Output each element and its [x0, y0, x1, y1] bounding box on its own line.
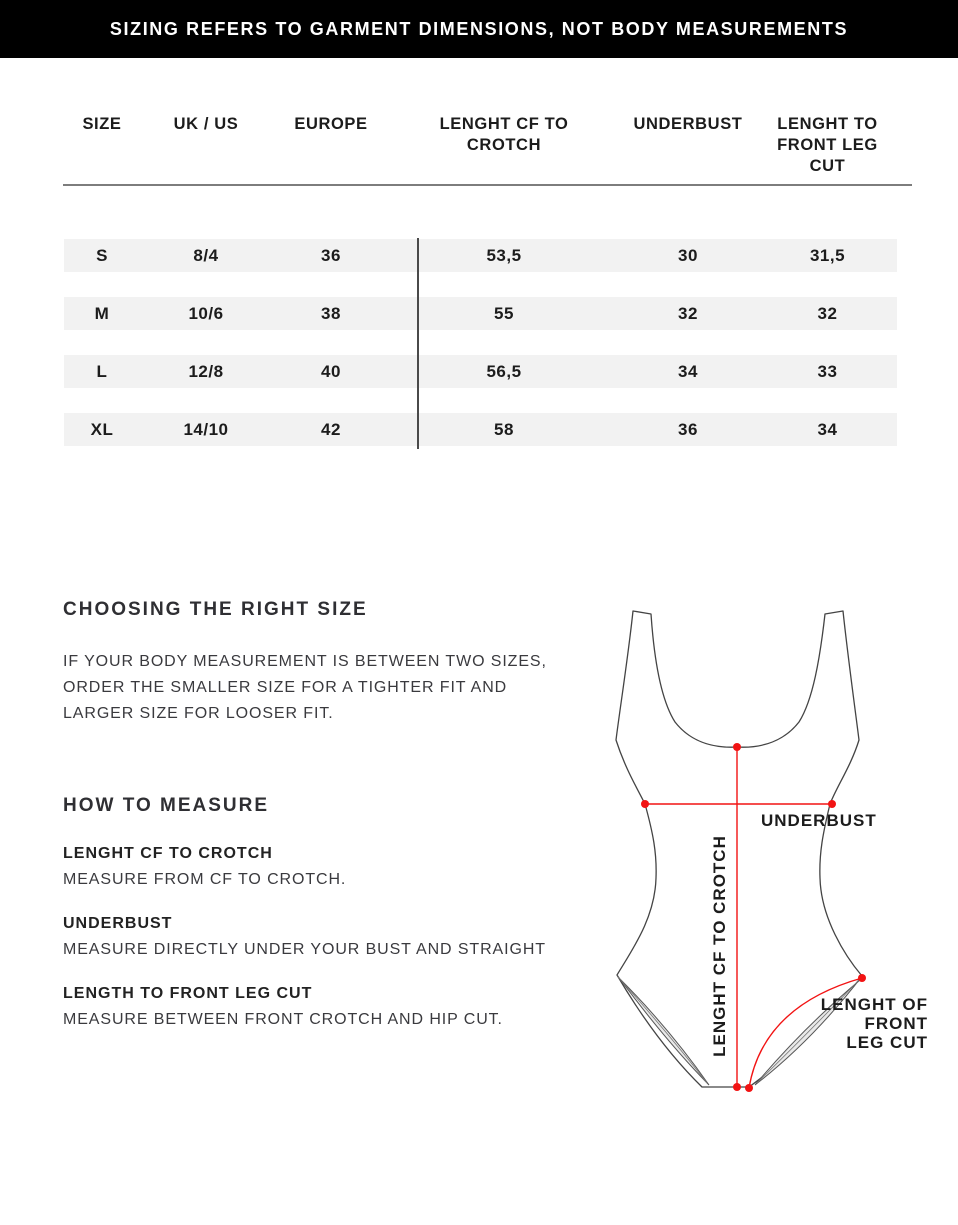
measure-item-underbust — [63, 911, 583, 963]
column-header-length-to-front-leg-cut: LENGHT TO FRONT LEG CUT — [777, 115, 878, 175]
how-to-measure-heading: HOW TO MEASURE — [63, 795, 270, 816]
table-row-s — [64, 239, 897, 272]
cell-europe: 36 — [321, 245, 341, 265]
cell-length-to-front-leg-cut: 31,5 — [809, 245, 846, 265]
table-header-divider — [63, 184, 912, 186]
cell-underbust: 32 — [678, 303, 698, 323]
column-header-europe: EUROPE — [294, 115, 368, 133]
cell-length-to-front-leg-cut: 34 — [817, 419, 838, 439]
bodysuit-measurement-diagram — [585, 588, 958, 1128]
cell-length-to-front-leg-cut: 33 — [817, 361, 838, 381]
measure-item-front-leg-cut — [63, 981, 583, 1033]
table-row-m — [64, 297, 897, 330]
choosing-size-text: IF YOUR BODY MEASUREMENT IS BETWEEN TWO SIZES, ORDER THE SMALLER SIZE FOR A TIGHTER FIT AND LARGER SIZE FOR LOOSER FIT. — [63, 653, 547, 722]
cell-length-cf-to-crotch: 53,5 — [486, 245, 522, 265]
cell-length-cf-to-crotch: 55 — [494, 303, 514, 323]
cell-length-cf-to-crotch: 58 — [494, 419, 514, 439]
table-row-l — [64, 355, 897, 388]
measure-item-cf-to-crotch — [63, 841, 583, 893]
size-table-header — [64, 114, 897, 177]
measure-item-title: LENGTH TO FRONT LEG CUT — [63, 985, 313, 1002]
cell-uk-us: 10/6 — [188, 303, 224, 323]
choosing-size-heading: CHOOSING THE RIGHT SIZE — [63, 599, 368, 620]
sizing-disclaimer-banner — [0, 0, 958, 58]
banner-title: SIZING REFERS TO GARMENT DIMENSIONS, NOT BODY MEASUREMENTS — [109, 18, 849, 39]
cell-europe: 38 — [321, 303, 341, 323]
measure-item-title: LENGHT CF TO CROTCH — [63, 845, 273, 862]
measure-item-description: MEASURE BETWEEN FRONT CROTCH AND HIP CUT. — [63, 1011, 503, 1028]
diagram-label-front-leg-cut: LENGHT OF FRONT LEG CUT — [820, 995, 928, 1052]
cell-underbust: 30 — [678, 245, 698, 265]
cell-europe: 42 — [321, 419, 341, 439]
diagram-label-cf-to-crotch: LENGHT CF TO CROTCH — [710, 835, 729, 1057]
cell-underbust: 36 — [678, 419, 698, 439]
measure-item-description: MEASURE FROM CF TO CROTCH. — [63, 871, 347, 888]
cell-length-to-front-leg-cut: 32 — [817, 303, 838, 323]
cell-europe: 40 — [321, 361, 341, 381]
column-header-underbust: UNDERBUST — [633, 115, 743, 133]
column-header-size: SIZE — [82, 115, 122, 133]
cell-size: XL — [90, 419, 114, 439]
cell-uk-us: 8/4 — [193, 245, 219, 265]
diagram-label-underbust: UNDERBUST — [761, 811, 877, 830]
cell-length-cf-to-crotch: 56,5 — [486, 361, 522, 381]
cell-uk-us: 12/8 — [188, 361, 224, 381]
cell-uk-us: 14/10 — [183, 419, 229, 439]
table-row-xl — [64, 413, 897, 446]
cell-underbust: 34 — [678, 361, 698, 381]
cell-size: S — [96, 245, 108, 265]
table-vertical-divider — [417, 238, 419, 449]
cell-size: M — [94, 303, 110, 323]
measure-item-title: UNDERBUST — [63, 915, 173, 932]
column-header-length-cf-to-crotch: LENGHT CF TO CROTCH — [439, 115, 569, 154]
cell-size: L — [96, 361, 108, 381]
measure-item-description: MEASURE DIRECTLY UNDER YOUR BUST AND STRAIGHT — [63, 941, 546, 958]
column-header-uk-us: UK / US — [173, 115, 239, 133]
